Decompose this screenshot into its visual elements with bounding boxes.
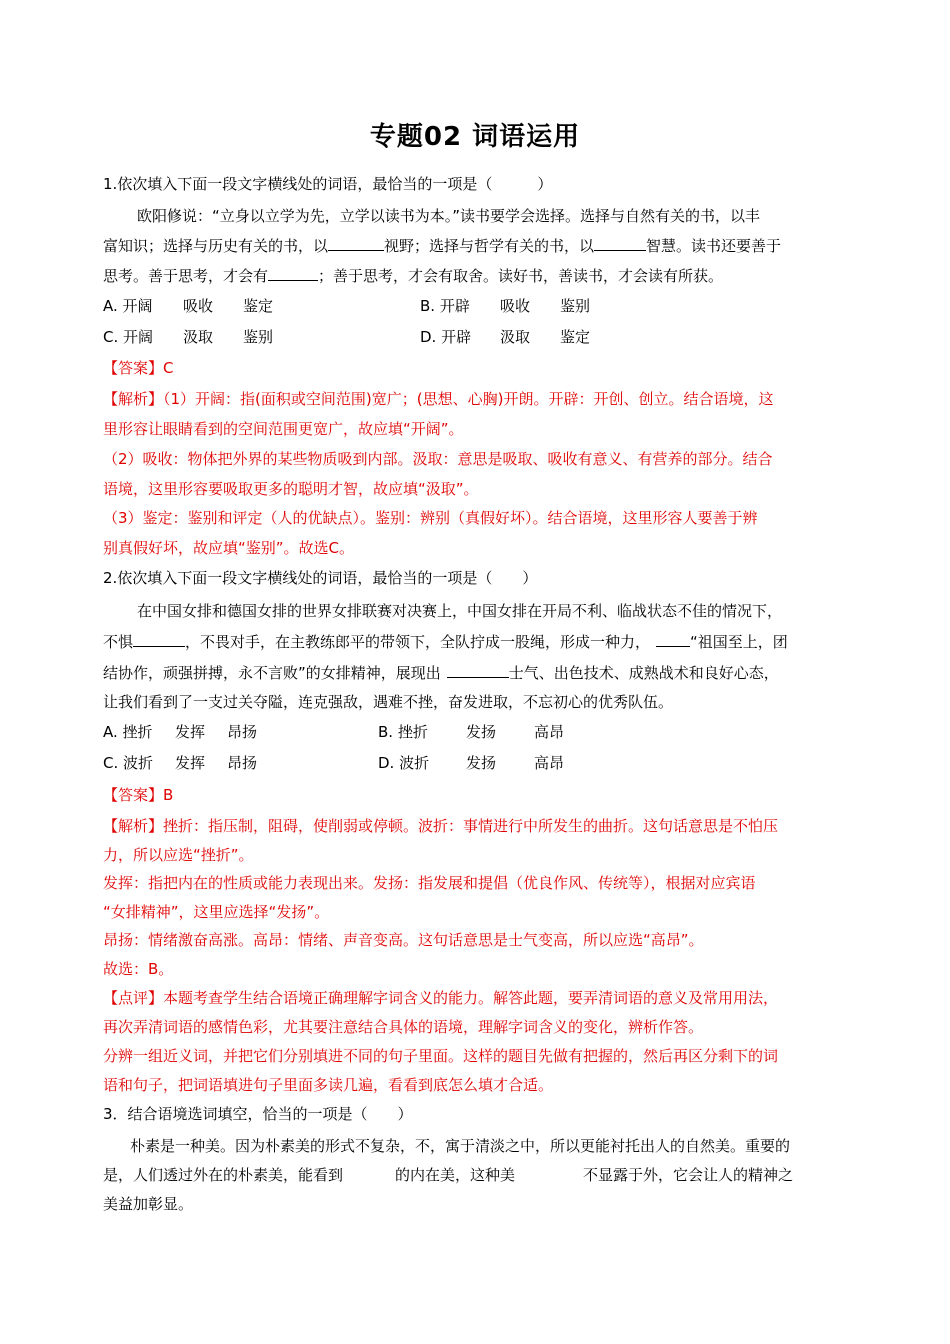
- q3-passage-text: 的内在美，这种美: [395, 1166, 516, 1184]
- q1-passage-text: 思考。善于思考，才会有: [103, 267, 269, 285]
- q1-option-d[interactable]: [420, 327, 590, 347]
- q2-option-d[interactable]: [378, 753, 564, 773]
- option-word: 昂扬: [227, 754, 258, 772]
- page-title: 专题02 词语运用: [369, 122, 581, 152]
- q1-passage-text: ；善于思考，才会有取舍。读好书，善读书，才会读有所获。: [318, 267, 724, 285]
- q2-analysis-line: 发挥：指把内在的性质或能力表现出来。发扬：指发展和提倡（优良作风、传统等），根据对应宾语: [103, 874, 756, 892]
- q2-stem: 2.依次填入下面一段文字横线处的词语，最恰当的一项是（ ）: [103, 569, 538, 587]
- q2-passage-line: [103, 663, 779, 683]
- option-word: B. 开辟: [420, 297, 470, 315]
- q2-passage-line: 在中国女排和德国女排的世界女排联赛对决赛上，中国女排在开局不利、临战状态不佳的情况下，: [137, 602, 783, 620]
- q1-passage-line: [103, 266, 723, 286]
- option-word: 汲取: [183, 328, 214, 346]
- q1-stem: 1.依次填入下面一段文字横线处的词语，最恰当的一项是（ ）: [103, 175, 553, 193]
- fill-blank: [656, 632, 690, 647]
- option-word: 鉴定: [243, 297, 274, 315]
- option-word: D. 波折: [378, 754, 430, 772]
- q2-option-b[interactable]: [378, 722, 564, 742]
- q1-analysis-line: 别真假好坏，故应填“鉴别”。故选C。: [103, 539, 355, 557]
- fill-blank: [328, 236, 384, 251]
- option-word: 高昂: [534, 754, 565, 772]
- q1-passage-text: 富知识；选择与历史有关的书，以: [103, 237, 329, 255]
- q3-passage-text: 不显露于外，它会让人的精神之: [583, 1166, 794, 1184]
- q2-comment-line: 语和句子，把词语填进句子里面多读几遍，看看到底怎么填才合适。: [103, 1076, 554, 1094]
- q1-analysis-line: 里形容让眼睛看到的空间范围更宽广，故应填“开阔”。: [103, 420, 464, 438]
- option-word: A. 挫折: [103, 723, 153, 741]
- q3-passage-line: 美益加彰显。: [103, 1195, 194, 1213]
- q2-comment-line: 再次弄清词语的感情色彩，尤其要注意结合具体的语境，理解字词含义的变化，辨析作答。: [103, 1018, 704, 1036]
- q2-option-a[interactable]: [103, 722, 257, 742]
- q2-passage-text: 结协作，顽强拼搏，永不言败”的女排精神，展现出: [103, 664, 441, 682]
- fill-blank: [594, 236, 646, 251]
- option-word: 昂扬: [227, 723, 258, 741]
- option-word: C. 波折: [103, 754, 154, 772]
- q1-analysis-line: （3）鉴定：鉴别和评定（人的优缺点）。鉴别：辨别（真假好坏）。结合语境，这里形容人要善于辨: [103, 509, 758, 527]
- q3-passage-line: [103, 1165, 793, 1185]
- q2-analysis-line: “女排精神”，这里应选择“发扬”。: [103, 903, 330, 921]
- q2-passage-line: 让我们看到了一支过关夺隘，连克强敌，遇难不挫，奋发进取，不忘初心的优秀队伍。: [103, 693, 674, 711]
- q2-option-c[interactable]: [103, 753, 257, 773]
- q3-passage-text: 是，人们透过外在的朴素美，能看到: [103, 1166, 344, 1184]
- fill-blank: [447, 663, 509, 678]
- option-word: 汲取: [500, 328, 531, 346]
- option-word: B. 挫折: [378, 723, 428, 741]
- q1-passage-line: [103, 236, 781, 256]
- q2-passage-text: “祖国至上，团: [690, 633, 788, 651]
- q1-option-a[interactable]: [103, 296, 273, 316]
- option-word: 吸收: [183, 297, 214, 315]
- option-word: 发扬: [466, 754, 497, 772]
- q2-passage-text: 士气、出色技术、成熟战术和良好心态，: [508, 664, 779, 682]
- option-word: 鉴别: [243, 328, 274, 346]
- q2-passage-line: [103, 632, 788, 652]
- q1-analysis-line: 语境，这里形容要吸取更多的聪明才智，故应填“汲取”。: [103, 480, 479, 498]
- q1-passage-line: 欧阳修说：“立身以立学为先，立学以读书为本。”读书要学会选择。选择与自然有关的书，以丰: [137, 207, 761, 225]
- fill-blank: [133, 632, 185, 647]
- option-word: 鉴别: [560, 297, 591, 315]
- q1-analysis-line: 【解析】（1）开阔：指(面积或空间范围)宽广；(思想、心胸)开朗。开辟：开创、创立。结合语境，这: [103, 390, 774, 408]
- q1-answer: 【答案】C: [103, 359, 174, 377]
- q3-stem: 3．结合语境选词填空，恰当的一项是（ ）: [103, 1105, 413, 1123]
- fill-blank: [268, 266, 318, 281]
- q2-analysis-line: 故选：B。: [103, 960, 174, 978]
- q2-comment-line: 【点评】本题考查学生结合语境正确理解字词含义的能力。解答此题，要弄清词语的意义及常用用法，: [103, 989, 779, 1007]
- option-word: 发挥: [175, 723, 206, 741]
- option-word: C. 开阔: [103, 328, 154, 346]
- q2-comment-line: 分辨一组近义词，并把它们分别填进不同的句子里面。这样的题目先做有把握的，然后再区分剩下的词: [103, 1047, 779, 1065]
- option-word: D. 开辟: [420, 328, 472, 346]
- option-word: 吸收: [500, 297, 531, 315]
- q1-analysis-line: （2）吸收：物体把外界的某些物质吸到内部。汲取：意思是吸取、吸收有意义、有营养的部分。结合: [103, 450, 773, 468]
- q2-analysis-line: 力，所以应选“挫折”。: [103, 846, 254, 864]
- q1-option-b[interactable]: [420, 296, 590, 316]
- option-word: A. 开阔: [103, 297, 153, 315]
- q2-analysis-line: 昂扬：情绪激奋高涨。高昂：情绪、声音变高。这句话意思是士气变高，所以应选“高昂”。: [103, 931, 704, 949]
- q2-passage-text: 不惧: [103, 633, 134, 651]
- option-word: 发挥: [175, 754, 206, 772]
- option-word: 高昂: [534, 723, 565, 741]
- q1-passage-text: 视野；选择与哲学有关的书，以: [384, 237, 595, 255]
- q2-passage-text: ，不畏对手，在主教练郎平的带领下，全队拧成一股绳，形成一种力，: [185, 633, 651, 651]
- q1-option-c[interactable]: [103, 327, 273, 347]
- q3-passage-line: 朴素是一种美。因为朴素美的形式不复杂，不，寓于清淡之中，所以更能衬托出人的自然美。重要的: [130, 1137, 791, 1155]
- q2-answer: 【答案】B: [103, 786, 174, 804]
- option-word: 鉴定: [560, 328, 591, 346]
- q1-passage-text: 智慧。读书还要善于: [646, 237, 782, 255]
- option-word: 发扬: [466, 723, 497, 741]
- q2-analysis-line: 【解析】挫折：指压制，阻碍，使削弱或停顿。波折：事情进行中所发生的曲折。这句话意思是不怕压: [103, 817, 779, 835]
